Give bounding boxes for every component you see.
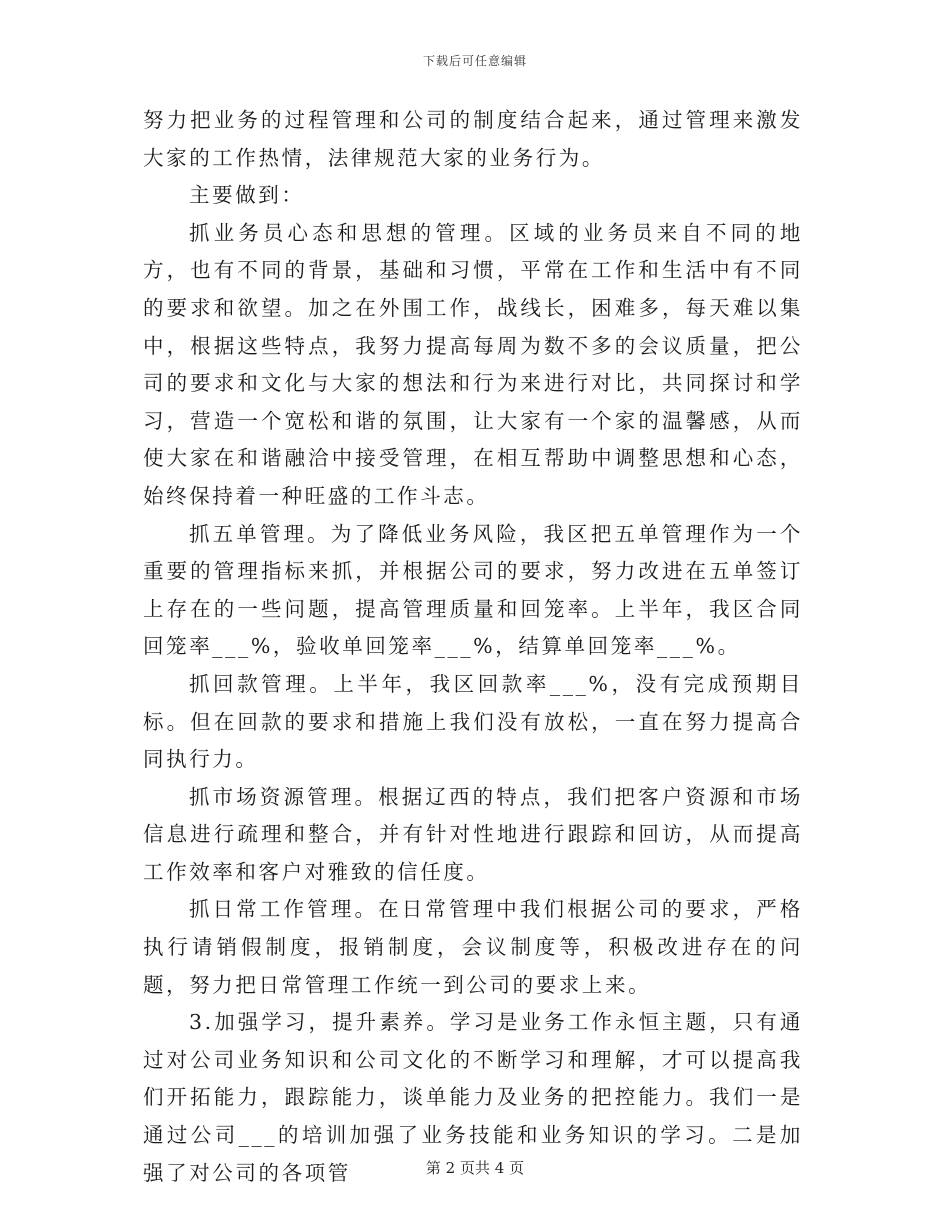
paragraph-payment-management: 抓回款管理。上半年，我区回款率___%，没有完成预期目标。但在回款的要求和措施上我们没有放松，一直在努力提高合同执行力。 <box>143 671 803 772</box>
paragraph-mindset-management: 抓业务员心态和思想的管理。区域的业务员来自不同的地方，也有不同的背景，基础和习惯，平常在工作和生活中有不同的要求和欲望。加之在外围工作，战线长，困难多，每天难以集中，根据这些特点，我努力提高每周为数不多的会议质量，把公司的要求和文化与大家的想法和行为来进行对比，共同探讨和学习，营造一个宽松和谐的氛围，让大家有一个家的温馨感，从而使大家在和谐融洽中接受管理，在相互帮助中调整思想和心态，始终保持着一种旺盛的工作斗志。 <box>143 220 803 508</box>
paragraph-market-resource-management: 抓市场资源管理。根据辽西的特点，我们把客户资源和市场信息进行疏理和整合，并有针对性地进行跟踪和回访，从而提高工作效率和客户对雅致的信任度。 <box>143 784 803 884</box>
paragraph-daily-work-management: 抓日常工作管理。在日常管理中我们根据公司的要求，严格执行请销假制度，报销制度，会议制度等，积极改进存在的问题，努力把日常管理工作统一到公司的要求上来。 <box>143 897 803 997</box>
page-footer: 第 2 页共 4 页 <box>425 1159 525 1177</box>
page-header: 下载后可任意编辑 <box>422 54 527 68</box>
paragraph-continuation: 努力把业务的过程管理和公司的制度结合起来，通过管理来激发大家的工作热情，法律规范大家的业务行为。 <box>143 108 803 170</box>
document-body <box>143 102 803 1192</box>
paragraph-main-points: 主要做到： <box>189 183 305 208</box>
paragraph-learning: 3.加强学习，提升素养。学习是业务工作永恒主题，只有通过对公司业务知识和公司文化的不断学习和理解，才可以提高我们开拓能力，跟踪能力，谈单能力及业务的把控能力。我们一是通过公司___的培训加强了业务技能和业务知识的学习。二是加强了对公司的各项管 <box>143 1010 803 1185</box>
paragraph-five-forms-management: 抓五单管理。为了降低业务风险，我区把五单管理作为一个重要的管理指标来抓，并根据公司的要求，努力改进在五单签订上存在的一些问题，提高管理质量和回笼率。上半年，我区合同回笼率___%，验收单回笼率___%，结算单回笼率___%。 <box>143 521 803 659</box>
